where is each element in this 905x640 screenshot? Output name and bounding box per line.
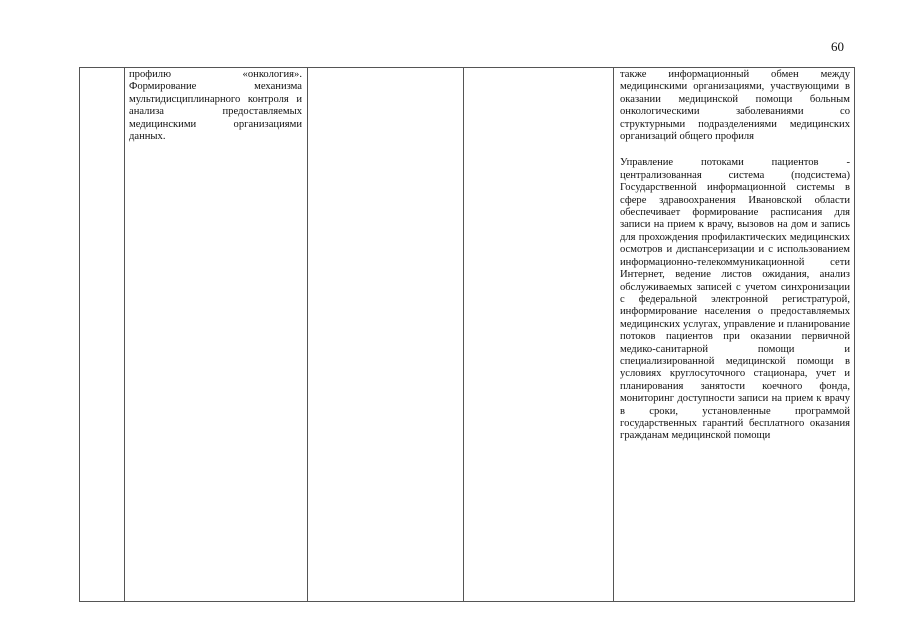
- systems-paragraph-patient-flow: Управление потоками пациентов - централизованная система (подсистема) Государственной информационной системы в сфере здравоохранения Ивановской области обеспечивает формирование расписания для записи на прием к врачу, вызовов на дом и запись для прохождения профилактических медицинских осмотров и диспансеризации и с использованием информационно-телекоммуникационной сети Интернет, ведение листов ожидания, анализ обслуживаемых записей с учетом синхронизации с федеральной электронной регистратурой, информирование населения о предоставляемых медицинских услугах, управление и планирование потоков пациентов при оказании первичной медико-санитарной помощи и специализированной медицинской помощи в условиях круглосуточного стационара, учет и планирования занятости коечного фонда, мониторинг доступности записи на прием к врачу в сроки, установленные программой государственных гарантий бесплатного оказания гражданам медицинской помощи: [620, 157, 850, 442]
- document-table: [79, 67, 855, 602]
- page-number: 60: [831, 39, 844, 54]
- cell-systems-text: [614, 68, 854, 443]
- table-row: [80, 68, 855, 602]
- table-cell-systems: [614, 68, 855, 602]
- cell-description-text: профилю «онкология». Формирование механизма мультидисциплинарного контроля и анализа предоставляемых медицинскими организациями данных.: [129, 69, 302, 143]
- table-cell-empty-3: [308, 68, 464, 602]
- table-cell-description: [125, 68, 308, 602]
- systems-paragraph-info-exchange: также информационный обмен между медицинскими организациями, участвующими в оказании медицинской помощи больным онкологическими заболеваниями со структурными подразделениями медицинских организаций общего профиля: [620, 69, 850, 143]
- table-cell-empty-4: [464, 68, 614, 602]
- table-cell-number: [80, 68, 125, 602]
